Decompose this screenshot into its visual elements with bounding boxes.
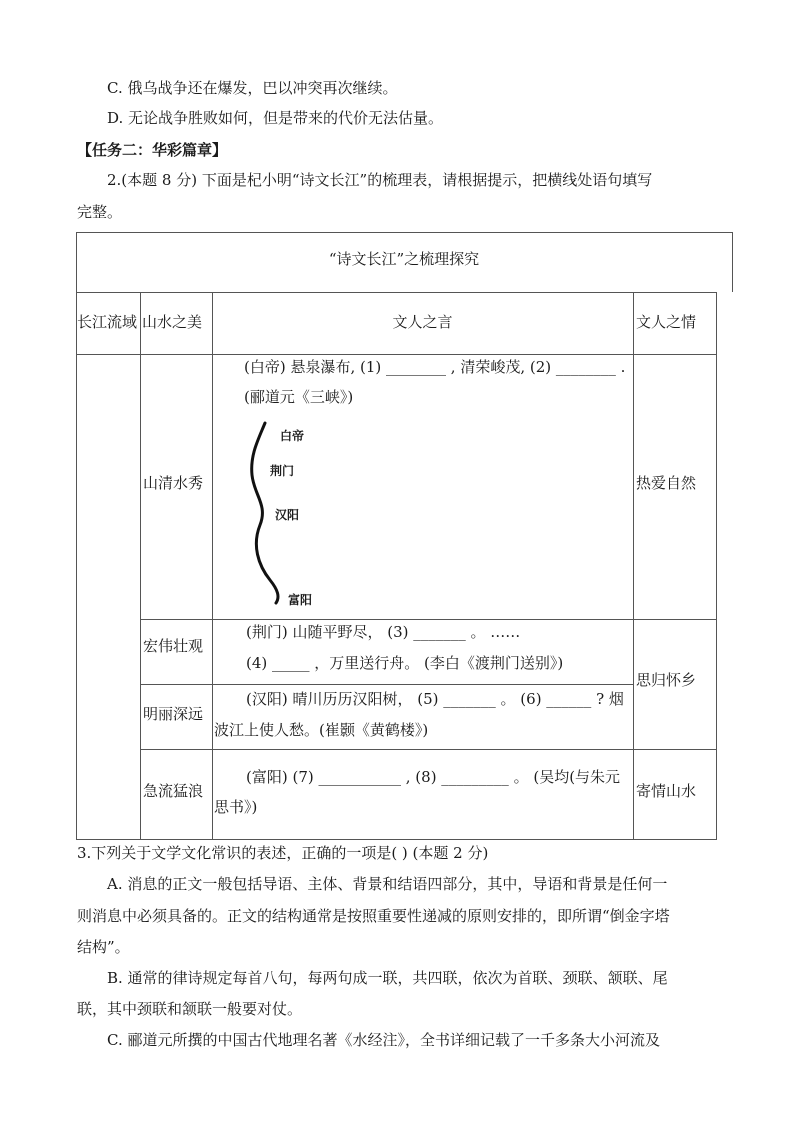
question-3-stem: 3.下列关于文学文化常识的表述，正确的一项是( ) (本题 2 分): [77, 844, 489, 862]
task2-heading: 【任务二：华彩篇章】: [77, 141, 228, 159]
map-label-hanyang: 汉阳: [275, 508, 300, 522]
table-col3-line: [633, 292, 634, 840]
map-label-baidi: 白帝: [280, 429, 305, 443]
table-title-divider: [76, 292, 716, 293]
question-2-line1: 2.(本题 8 分) 下面是杞小明“诗文长江”的梳理表，请根据提示，把横线处语句填写: [107, 171, 653, 189]
row1-beauty: 山清水秀: [143, 474, 204, 492]
q3-option-a-line1: A. 消息的正文一般包括导语、主体、背景和结语四部分，其中，导语和背景是任何一: [107, 875, 668, 893]
question-2-line2: 完整。: [77, 203, 123, 221]
row1-text-line2: (郦道元《三峡》): [244, 388, 354, 406]
table-row2-divider: [140, 684, 633, 685]
merged-feeling: 思归怀乡: [636, 671, 697, 689]
table-header-divider: [76, 354, 716, 355]
header-region: 长江流域: [77, 313, 138, 331]
row4-feeling: 寄情山水: [636, 782, 697, 800]
table-border-right: [716, 292, 717, 840]
row3-text-line1: (汉阳) 晴川历历汉阳树， (5) _______ 。 (6) ______ ? 烟: [246, 690, 624, 708]
row2-text-line2: (4) _____ ，万里送行舟。 (李白《渡荆门送别》): [246, 654, 564, 672]
row2-text-line1: (荆门) 山随平野尽， (3) _______ 。 ……: [246, 623, 521, 641]
table-row1-divider: [140, 619, 716, 620]
q3-option-b-line1: B. 通常的律诗规定每首八句，每两句成一联，共四联，依次为首联、颈联、颔联、尾: [107, 969, 668, 987]
table-title: “诗文长江”之梳理探究: [328, 250, 480, 268]
q3-option-a-line3: 结构”。: [77, 938, 130, 956]
table-col1-line: [140, 292, 141, 840]
table-border-top: [76, 232, 732, 233]
q3-option-b-line2: 联，其中颈联和颔联一般要对仗。: [77, 1000, 303, 1018]
row3-text-line2: 波江上使人愁。(崔颢《黄鹤楼》): [214, 721, 429, 739]
map-label-jingmen: 荆门: [270, 464, 295, 478]
header-feelings: 文人之情: [636, 313, 697, 331]
row2-beauty: 宏伟壮观: [143, 637, 204, 655]
table-row3-divider: [140, 749, 716, 750]
row3-beauty: 明丽深远: [143, 705, 204, 723]
q3-option-a-line2: 则消息中必须具备的。正文的结构通常是按照重要性递减的原则安排的，即所谓“倒金字塔: [77, 907, 670, 925]
river-line: [240, 415, 360, 610]
q3-option-c-line1: C. 郦道元所撰的中国古代地理名著《水经注》，全书详细记载了一千多条大小河流及: [107, 1031, 660, 1049]
row4-text-line2: 思书》): [214, 798, 258, 816]
header-words: 文人之言: [392, 313, 453, 331]
map-label-fuyang: 富阳: [288, 593, 313, 607]
row4-text-line1: (富阳) (7) ___________ , (8) _________ 。 (吴均(与朱元: [246, 768, 621, 786]
option-c: C. 俄乌战争还在爆发，巴以冲突再次继续。: [107, 79, 398, 97]
option-d: D. 无论战争胜败如何，但是带来的代价无法估量。: [107, 109, 444, 127]
header-beauty: 山水之美: [142, 313, 203, 331]
table-col2-line: [212, 292, 213, 840]
row1-text-line1: (白帝) 悬泉瀑布, (1) ________ , 清荣峻茂, (2) ________ .: [244, 358, 626, 376]
row1-feeling: 热爱自然: [636, 474, 697, 492]
row4-beauty: 急流猛浪: [143, 782, 204, 800]
yangtze-river-map: [240, 415, 360, 610]
table-border-bottom: [76, 839, 716, 840]
table-title-right: [732, 232, 733, 292]
